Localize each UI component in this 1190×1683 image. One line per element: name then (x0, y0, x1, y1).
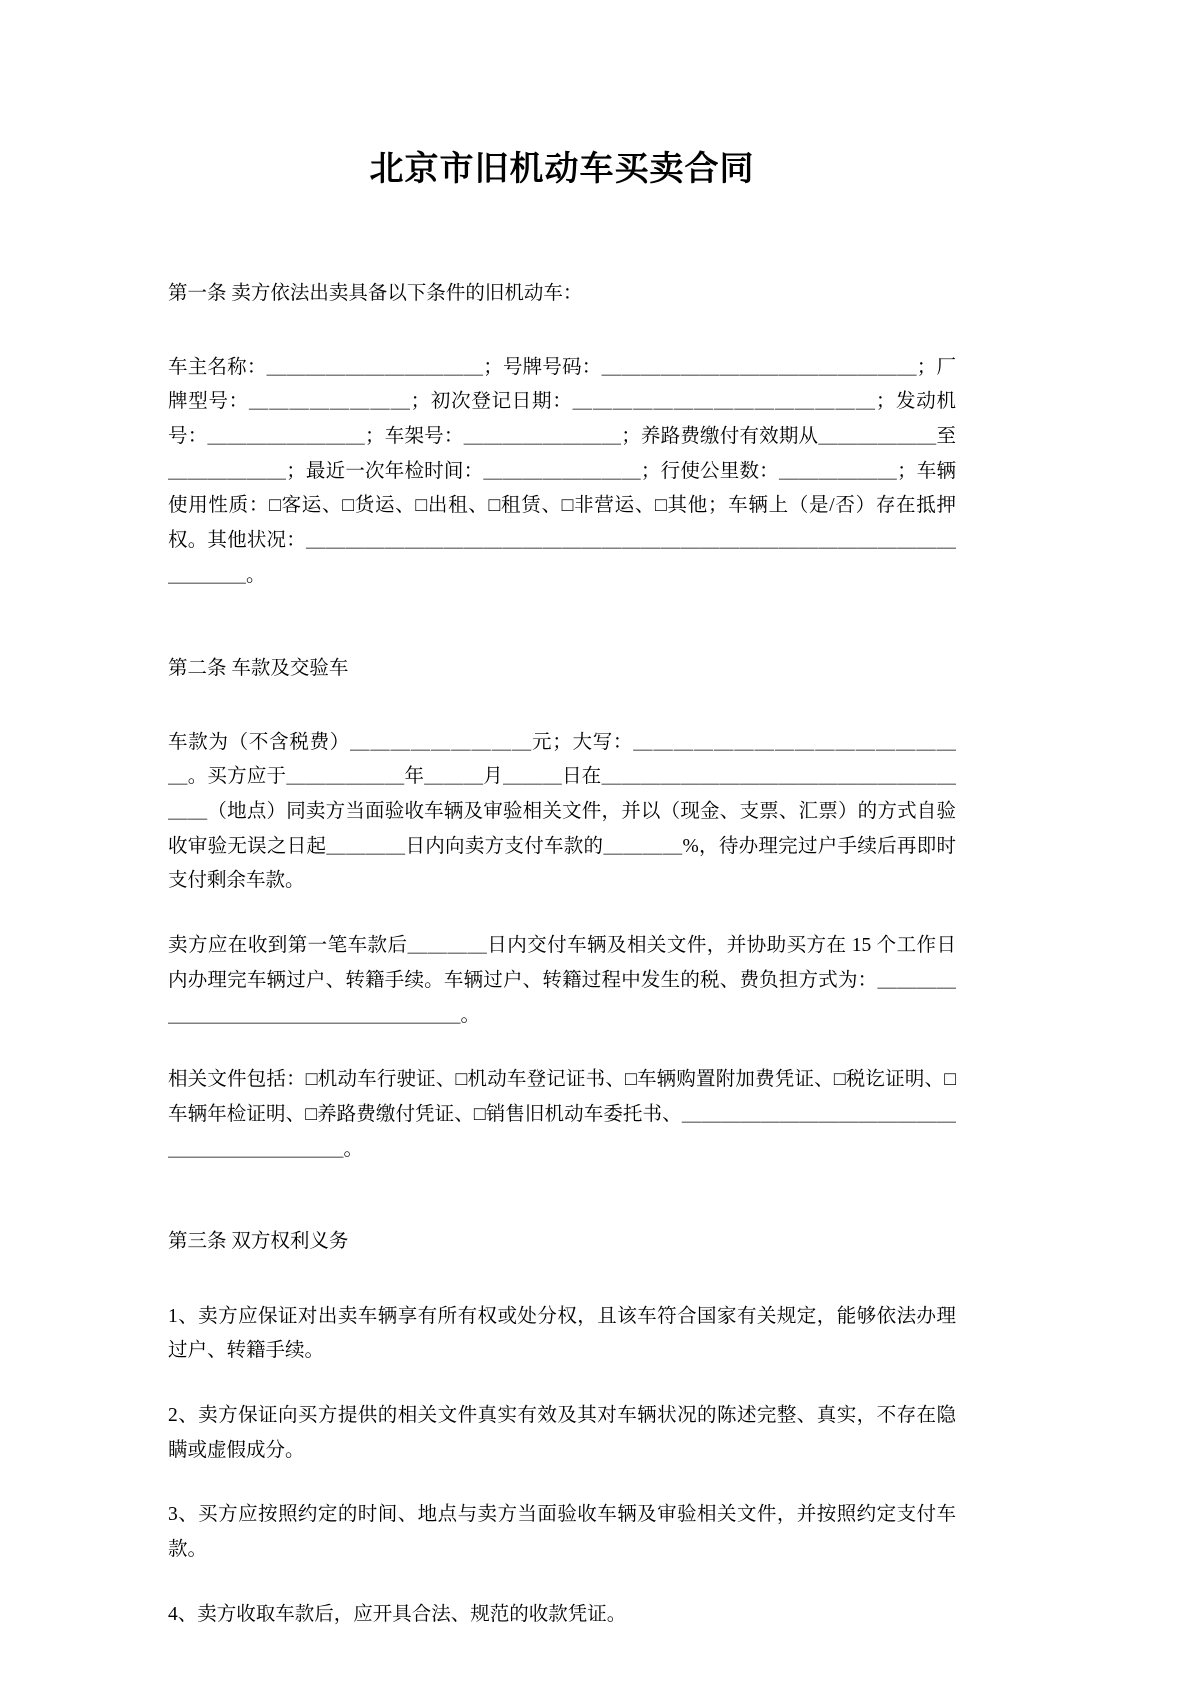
clause-3-item-4: 4、卖方收取车款后，应开具合法、规范的收款凭证。 (168, 1603, 627, 1625)
clause-3-item-2: 2、卖方保证向买方提供的相关文件真实有效及其对车辆状况的陈述完整、真实，不存在隐瞒或虚假成分。 (168, 1404, 956, 1461)
clause-2-paragraph-1: 车款为（不含税费）＿＿＿＿＿＿＿＿＿元；大写：＿＿＿＿＿＿＿＿＿＿＿＿＿＿＿＿＿。买方应于＿＿＿＿＿＿年＿＿＿月＿＿＿日在＿＿＿＿＿＿＿＿＿＿＿＿＿＿＿＿＿＿＿＿（地点）同卖方当面验收车辆及审验相关文件，并以（现金、支票、汇票）的方式自验收审验无误之日起＿＿＿＿日内向卖方支付车款的＿＿＿＿%，待办理完过户手续后再即时支付剩余车款。 (168, 731, 956, 892)
spacer (168, 1468, 956, 1498)
spacer (168, 1167, 956, 1225)
spacer (168, 899, 956, 929)
spacer (168, 594, 956, 652)
clause-2-paragraph-3: 相关文件包括：□机动车行驶证、□机动车登记证书、□车辆购置附加费凭证、□税讫证明、□车辆年检证明、□养路费缴付凭证、□销售旧机动车委托书、＿＿＿＿＿＿＿＿＿＿＿＿＿＿＿＿＿＿＿＿＿＿＿。 (168, 1069, 956, 1160)
spacer (168, 1568, 956, 1598)
clause-2-paragraph-2: 卖方应在收到第一笔车款后＿＿＿＿日内交付车辆及相关文件，并协助买方在 15 个工作日内办理完车辆过户、转籍手续。车辆过户、转籍过程中发生的税、费负担方式为：＿＿＿＿＿＿＿＿＿＿＿＿＿＿＿＿＿＿＿。 (168, 935, 956, 1026)
spacer (168, 1369, 956, 1399)
clause-1-heading: 第一条 卖方依法出卖具备以下条件的旧机动车： (168, 282, 583, 304)
spacer (168, 1260, 956, 1300)
page-title: 北京市旧机动车买卖合同 (369, 150, 755, 188)
spacer (168, 1033, 956, 1063)
clause-3-heading: 第三条 双方权利义务 (168, 1231, 349, 1253)
clause-3-item-3: 3、买方应按照约定的时间、地点与卖方当面验收车辆及审验相关文件，并按照约定支付车款。 (168, 1504, 956, 1561)
spacer (168, 686, 956, 726)
clause-1-paragraph-1: 车主名称：＿＿＿＿＿＿＿＿＿＿＿；号牌号码：＿＿＿＿＿＿＿＿＿＿＿＿＿＿＿＿；厂牌型号：＿＿＿＿＿＿＿＿；初次登记日期：＿＿＿＿＿＿＿＿＿＿＿＿＿＿＿；发动机号：＿＿＿＿＿＿＿＿；车架号：＿＿＿＿＿＿＿＿；养路费缴付有效期从＿＿＿＿＿＿至＿＿＿＿＿＿；最近一次年检时间：＿＿＿＿＿＿＿＿；行使公里数：＿＿＿＿＿＿；车辆使用性质：□客运、□货运、□出租、□租赁、□非营运、□其他；车辆上（是/否）存在抵押权。其他状况：＿＿＿＿＿＿＿＿＿＿＿＿＿＿＿＿＿＿＿＿＿＿＿＿＿＿＿＿＿＿＿＿＿＿＿＿＿。 (168, 356, 956, 586)
document-body (168, 0, 956, 1632)
clause-3-item-1: 1、卖方应保证对出卖车辆享有所有权或处分权，且该车符合国家有关规定，能够依法办理过户、转籍手续。 (168, 1305, 956, 1362)
spacer (168, 311, 956, 351)
spacer (168, 191, 956, 277)
clause-2-heading: 第二条 车款及交验车 (168, 657, 349, 679)
